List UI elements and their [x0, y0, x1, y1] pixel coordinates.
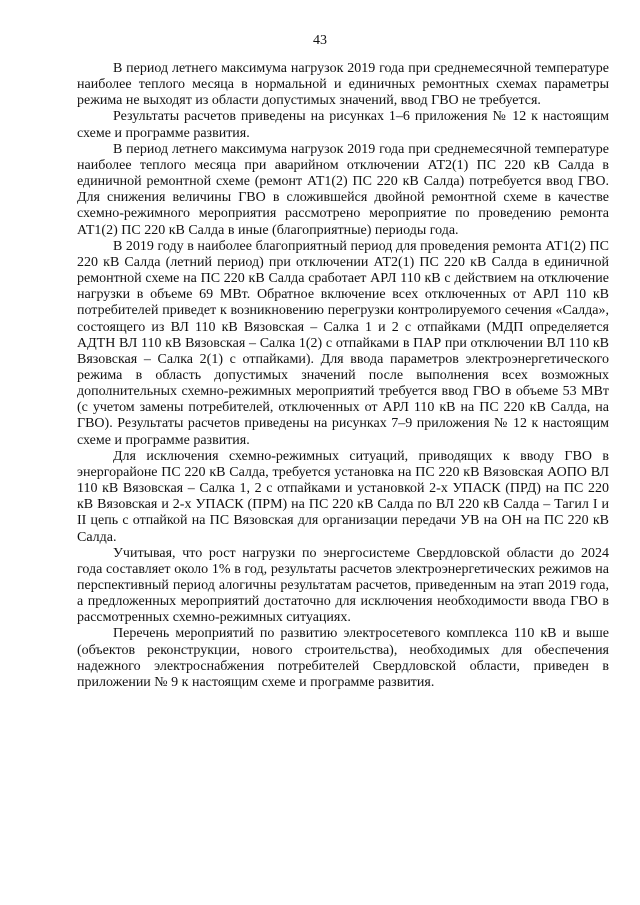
paragraph-load-growth: Учитывая, что рост нагрузки по энергосистеме Свердловской области до 2024 года составляет около 1% в год, результаты расчетов электроэнергетических режимов на перспективный период алогичны результатам расчетов, приведенным на этап 2019 года, а предложенных мероприятий достаточно для исключения необходимости ввода ГВО в рассмотренных схемно-режимных ситуациях. [77, 545, 609, 626]
paragraph-measures-list: Перечень мероприятий по развитию электросетевого комплекса 110 кВ и выше (объектов реконструкции, нового строительства), необходимых для обеспечения надежного электроснабжения потребителей Свердловской области, приведен в приложении № 9 к настоящим схеме и программе развития. [77, 626, 609, 690]
paragraph-exclusion-measures: Для исключения схемно-режимных ситуаций, приводящих к вводу ГВО в энергорайоне ПС 220 кВ Салда, требуется установка на ПС 220 кВ Вязовская АОПО ВЛ 110 кВ Вязовская – Салка 1, 2 с отпайками и установкой 2-х УПАСК (ПРД) на ПС 220 кВ Вязовская и 2-х УПАСК (ПРМ) на ПС 220 кВ Салда по ВЛ 220 кВ Салда – Тагил I и II цепь с отпайкой на ПС Вязовская для организации передачи УВ на ОН на ПС 220 кВ Салда. [77, 448, 609, 545]
document-body [77, 61, 609, 691]
paragraph-emergency-at2: В период летнего максимума нагрузок 2019 года при среднемесячной температуре наиболее теплого месяца при аварийном отключении АТ2(1) ПС 220 кВ Салда в единичной ремонтной схеме (ремонт АТ1(2) ПС 220 кВ Салда) потребуется ввод ГВО. Для снижения величины ГВО в сложившейся двойной ремонтной схеме в качестве схемно-режимного мероприятия рассмотрено мероприятие по проведению ремонта АТ1(2) ПС 220 кВ Салда в иные (благоприятные) периоды года. [77, 141, 609, 238]
paragraph-summer-max-normal: В период летнего максимума нагрузок 2019 года при среднемесячной температуре наиболее теплого месяца в нормальной и единичных ремонтных схемах параметры режима не выходят из области допустимых значений, ввод ГВО не требуется. [77, 61, 609, 109]
page-number: 43 [313, 33, 327, 48]
paragraph-2019-repair-period: В 2019 году в наиболее благоприятный период для проведения ремонта АТ1(2) ПС 220 кВ Салда (летний период) при отключении АТ2(1) ПС 220 кВ Салда в единичной ремонтной схеме на ПС 220 кВ Салда сработает АРЛ 110 кВ с действием на отключение нагрузки в объеме 69 МВт. Обратное включение всех отключенных от АРЛ 110 кВ потребителей приведет к возникновению перегрузки контролируемого сечения «Салда», состоящего из ВЛ 110 кВ Вязовская – Салка 1 и 2 с отпайками (МДП определяется АДТН ВЛ 110 кВ Вязовская – Салка 1(2) с отпайками в ПАР при отключении ВЛ 110 кВ Вязовская – Салка 2(1) с отпайками). Для ввода параметров электроэнергетического режима в область допустимых значений после выполнения всех возможных дополнительных схемно-режимных мероприятий требуется ввод ГВО в объеме 53 МВт (с учетом замены потребителей, отключенных от АРЛ 110 кВ на ПС 220 кВ Салда, на ГВО). Результаты расчетов приведены на рисунках 7–9 приложения № 12 к настоящим схеме и программе развития. [77, 238, 609, 448]
paragraph-results-figures-1-6: Результаты расчетов приведены на рисунках 1–6 приложения № 12 к настоящим схеме и программе развития. [77, 109, 609, 141]
